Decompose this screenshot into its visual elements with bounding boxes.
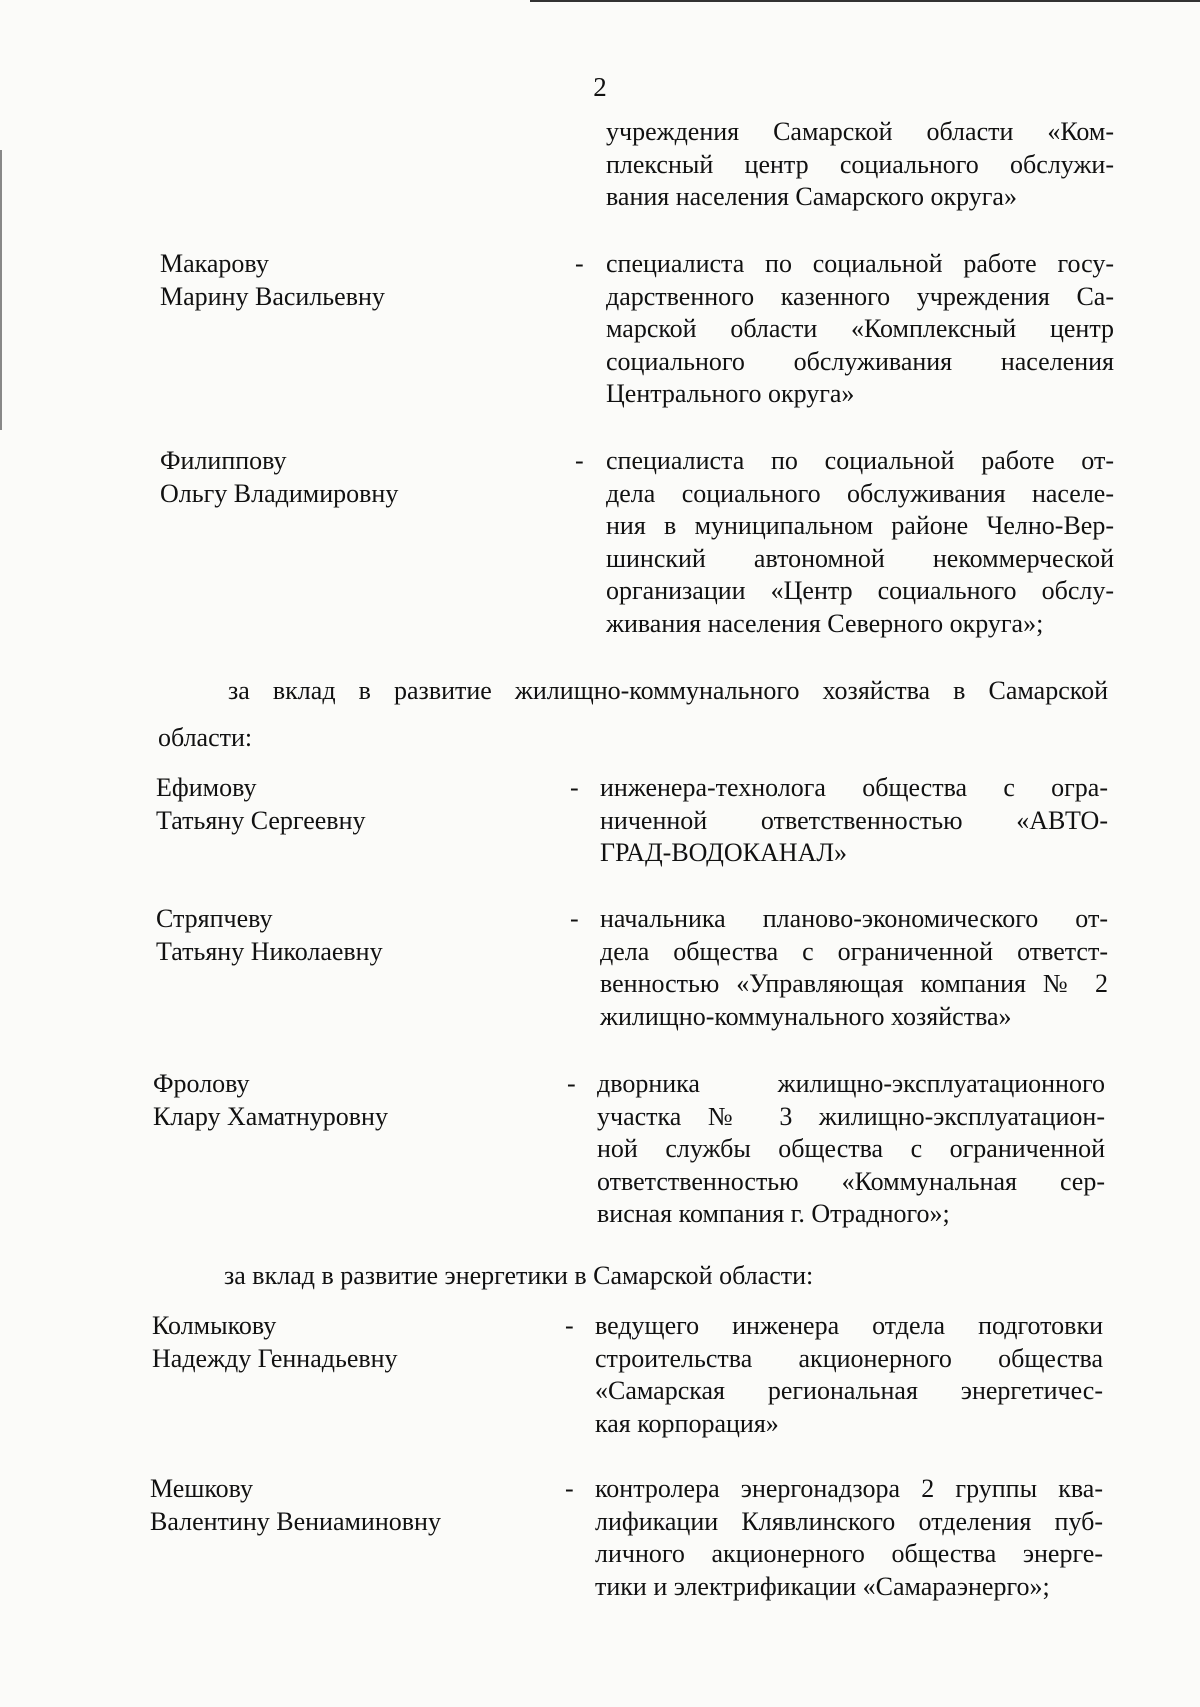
position-line: жилищно-коммунального хозяйства»: [600, 1001, 1012, 1031]
person-given-name: Марину Васильевну: [160, 281, 385, 311]
entry-dash: -: [567, 1069, 576, 1098]
section-heading-housing: за вклад в развитие жилищно-коммунального хозяйства в Самарской: [228, 676, 1108, 705]
person-position: [600, 903, 1108, 1033]
person-surname: Колмыкову: [152, 1311, 277, 1340]
person-given-name: Валентину Вениаминовну: [150, 1506, 441, 1536]
position-line: начальника планово-экономического от-: [600, 904, 1108, 933]
position-line: дела социального обслуживания населе-: [606, 478, 1114, 508]
person-position: [606, 248, 1114, 411]
position-line: дворника жилищно-эксплуатационного: [597, 1069, 1105, 1098]
person-name: [156, 903, 383, 968]
entry-dash: -: [575, 446, 584, 475]
position-line: «Самарская региональная энергетичес-: [595, 1376, 1103, 1405]
entry-dash: -: [565, 1311, 574, 1340]
position-line: венностью «Управляющая компания № 2: [600, 969, 1108, 998]
continuation-line: вания населения Самарского округа»: [606, 182, 1017, 211]
position-line: организации «Центр социального обслу-: [606, 576, 1114, 605]
person-name: [160, 445, 398, 510]
section-heading-energy: за вклад в развитие энергетики в Самарской области:: [224, 1261, 814, 1290]
position-line: Центрального округа»: [606, 379, 855, 408]
person-position: [606, 445, 1114, 640]
person-given-name: Клару Хаматнуровну: [153, 1101, 388, 1131]
entry-dash: -: [570, 773, 579, 802]
person-surname: Ефимову: [156, 773, 257, 802]
position-line: инженера-технолога общества с огра-: [600, 773, 1108, 802]
continuation-line: плексный центр социального обслужи-: [606, 149, 1114, 179]
person-position: [595, 1310, 1103, 1440]
position-line: специалиста по социальной работе от-: [606, 446, 1114, 475]
person-name: [156, 772, 366, 837]
position-line: дела общества с ограниченной ответст-: [600, 936, 1108, 966]
continuation-text: [606, 116, 1114, 214]
person-name: [152, 1310, 398, 1375]
position-line: шинский автономной некоммерческой: [606, 543, 1114, 573]
position-line: участка № 3 жилищно-эксплуатацион-: [597, 1101, 1105, 1131]
position-line: лификации Клявлинского отделения пуб-: [595, 1506, 1103, 1536]
person-position: [600, 772, 1108, 870]
position-line: кая корпорация»: [595, 1408, 779, 1438]
position-line: специалиста по социальной работе госу-: [606, 249, 1114, 278]
position-line: ГРАД-ВОДОКАНАЛ»: [600, 838, 847, 867]
entry-dash: -: [575, 249, 584, 278]
section-heading-housing-cont: области:: [158, 723, 253, 752]
position-line: марской области «Комплексный центр: [606, 314, 1114, 343]
person-given-name: Татьяну Сергеевну: [156, 805, 366, 835]
page-number: 2: [593, 72, 607, 102]
person-name: [153, 1068, 388, 1133]
person-surname: Стряпчеву: [156, 904, 273, 933]
person-surname: Макарову: [160, 249, 269, 278]
position-line: социального обслуживания населения: [606, 346, 1114, 376]
position-line: личного акционерного общества энерге-: [595, 1539, 1103, 1568]
position-line: висная компания г. Отрадного»;: [597, 1199, 950, 1228]
position-line: ведущего инженера отдела подготовки: [595, 1311, 1103, 1340]
position-line: ной службы общества с ограниченной: [597, 1134, 1105, 1163]
position-line: строительства акционерного общества: [595, 1343, 1103, 1373]
person-surname: Мешкову: [150, 1474, 254, 1503]
position-line: тики и электрификации «Самараэнерго»;: [595, 1571, 1050, 1601]
position-line: ниченной ответственностью «АВТО-: [600, 805, 1108, 835]
position-line: ответственностью «Коммунальная сер-: [597, 1166, 1105, 1196]
person-surname: Фролову: [153, 1069, 250, 1098]
position-line: ния в муниципальном районе Челно-Вер-: [606, 511, 1114, 540]
person-position: [595, 1473, 1103, 1603]
person-position: [597, 1068, 1105, 1231]
scan-top-line: [530, 0, 1200, 2]
position-line: контролера энергонадзора 2 группы ква-: [595, 1474, 1103, 1503]
person-given-name: Татьяну Николаевну: [156, 936, 383, 966]
position-line: дарственного казенного учреждения Са-: [606, 281, 1114, 311]
entry-dash: -: [570, 904, 579, 933]
position-line: живания населения Северного округа»;: [606, 608, 1044, 638]
entry-dash: -: [565, 1474, 574, 1503]
continuation-line: учреждения Самарской области «Ком-: [606, 117, 1114, 146]
person-name: [160, 248, 385, 313]
person-surname: Филиппову: [160, 446, 287, 475]
person-given-name: Ольгу Владимировну: [160, 478, 399, 508]
person-given-name: Надежду Геннадьевну: [152, 1343, 398, 1373]
scan-left-edge: [0, 150, 2, 430]
person-name: [150, 1473, 441, 1538]
